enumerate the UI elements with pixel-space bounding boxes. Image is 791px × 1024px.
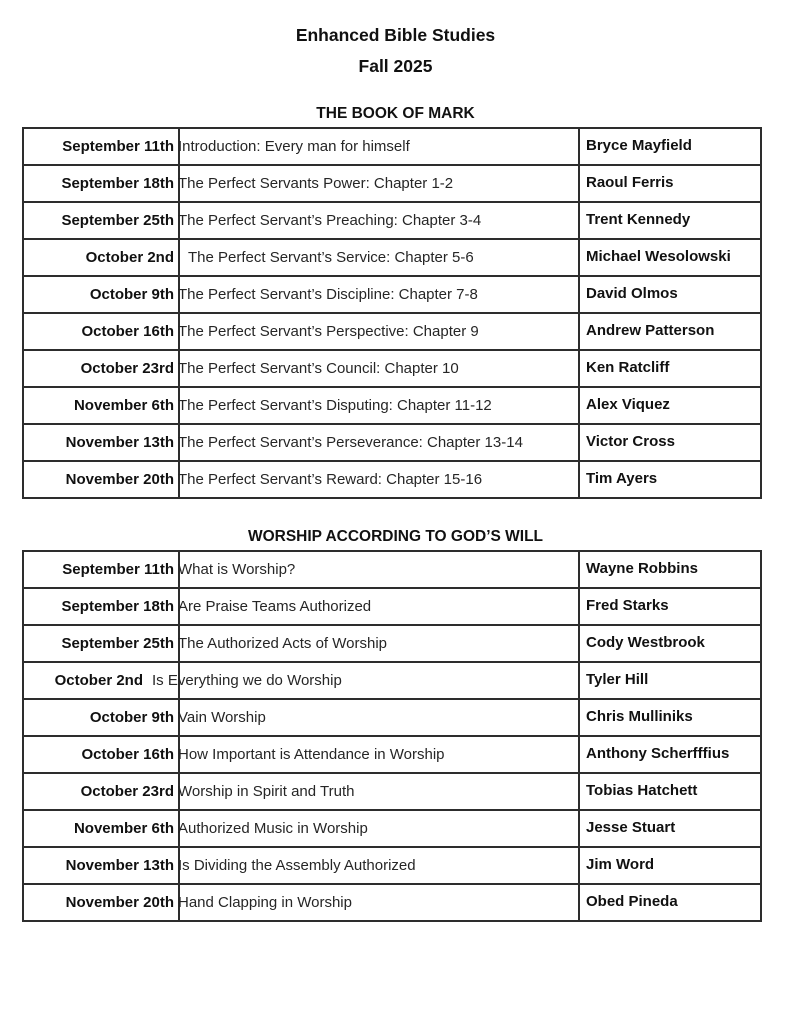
date-cell: November 13th [23,424,179,461]
teacher-cell: Michael Wesolowski [579,239,761,276]
schedule-row [23,276,761,313]
document-subtitle: Fall 2025 [358,56,433,76]
schedule-row [23,884,761,921]
date-cell: October 9th [23,276,179,313]
schedule-row [23,773,761,810]
topic-cell: Is Everything we do Worship [179,662,579,699]
date-cell: September 25th [23,202,179,239]
schedule-row [23,847,761,884]
schedule-row [23,313,761,350]
table-heading-worship-according-to-gods-will: WORSHIP ACCORDING TO GOD’S WILL [247,528,544,545]
topic-cell: The Perfect Servants Power: Chapter 1-2 [179,165,579,202]
teacher-cell: Ken Ratcliff [579,350,761,387]
topic-cell: How Important is Attendance in Worship [179,736,579,773]
topic-cell: The Perfect Servant’s Reward: Chapter 15-16 [179,461,579,498]
schedule-row [23,625,761,662]
teacher-cell: Fred Starks [579,588,761,625]
schedule-row [23,239,761,276]
topic-cell: The Authorized Acts of Worship [179,625,579,662]
teacher-cell: Anthony Scherfffius [579,736,761,773]
date-cell: October 23rd [23,773,179,810]
topic-cell: The Perfect Servant’s Discipline: Chapter 7-8 [179,276,579,313]
topic-cell: The Perfect Servant’s Perspective: Chapter 9 [179,313,579,350]
date-cell: September 11th [23,128,179,165]
teacher-cell: Jesse Stuart [579,810,761,847]
date-cell: October 23rd [23,350,179,387]
topic-cell: The Perfect Servant’s Service: Chapter 5-6 [179,239,579,276]
date-cell: November 20th [23,884,179,921]
teacher-cell: Andrew Patterson [579,313,761,350]
date-cell: September 11th [23,551,179,588]
date-cell: November 6th [23,387,179,424]
topic-cell: The Perfect Servant’s Council: Chapter 10 [179,350,579,387]
teacher-cell: Bryce Mayfield [579,128,761,165]
teacher-cell: Obed Pineda [579,884,761,921]
topic-cell: Is Dividing the Assembly Authorized [179,847,579,884]
teacher-cell: Trent Kennedy [579,202,761,239]
book-of-mark-schedule-table [22,127,762,499]
teacher-cell: Wayne Robbins [579,551,761,588]
date-cell: October 16th [23,313,179,350]
teacher-cell: Tobias Hatchett [579,773,761,810]
schedule-row [23,551,761,588]
schedule-row [23,387,761,424]
date-cell: October 9th [23,699,179,736]
topic-cell: The Perfect Servant’s Disputing: Chapter 11-12 [179,387,579,424]
schedule-row [23,662,761,699]
teacher-cell: Victor Cross [579,424,761,461]
document-title: Enhanced Bible Studies [295,25,496,45]
schedule-row [23,350,761,387]
topic-cell: Vain Worship [179,699,579,736]
schedule-row [23,699,761,736]
date-cell: September 18th [23,588,179,625]
date-cell: October 2nd [23,239,179,276]
topic-cell: Worship in Spirit and Truth [179,773,579,810]
topic-cell: What is Worship? [179,551,579,588]
date-cell: September 18th [23,165,179,202]
teacher-cell: Raoul Ferris [579,165,761,202]
schedule-row [23,588,761,625]
schedule-row [23,736,761,773]
date-cell: September 25th [23,625,179,662]
teacher-cell: Tyler Hill [579,662,761,699]
teacher-cell: Tim Ayers [579,461,761,498]
topic-cell: Are Praise Teams Authorized [179,588,579,625]
teacher-cell: Jim Word [579,847,761,884]
date-cell: November 13th [23,847,179,884]
schedule-row [23,424,761,461]
date-cell: November 6th [23,810,179,847]
schedule-row [23,128,761,165]
worship-schedule-table [22,550,762,922]
teacher-cell: David Olmos [579,276,761,313]
schedule-row [23,461,761,498]
topic-cell: The Perfect Servant’s Perseverance: Chapter 13-14 [179,424,579,461]
topic-cell: Introduction: Every man for himself [179,128,579,165]
teacher-cell: Chris Mulliniks [579,699,761,736]
schedule-row [23,202,761,239]
schedule-row [23,165,761,202]
date-cell: November 20th [23,461,179,498]
table-heading-book-of-mark: THE BOOK OF MARK [316,105,475,122]
teacher-cell: Cody Westbrook [579,625,761,662]
topic-cell: Authorized Music in Worship [179,810,579,847]
schedule-row [23,810,761,847]
topic-cell: Hand Clapping in Worship [179,884,579,921]
teacher-cell: Alex Viquez [579,387,761,424]
topic-cell: The Perfect Servant’s Preaching: Chapter 3-4 [179,202,579,239]
date-cell: October 16th [23,736,179,773]
date-cell: October 2nd [23,662,179,699]
